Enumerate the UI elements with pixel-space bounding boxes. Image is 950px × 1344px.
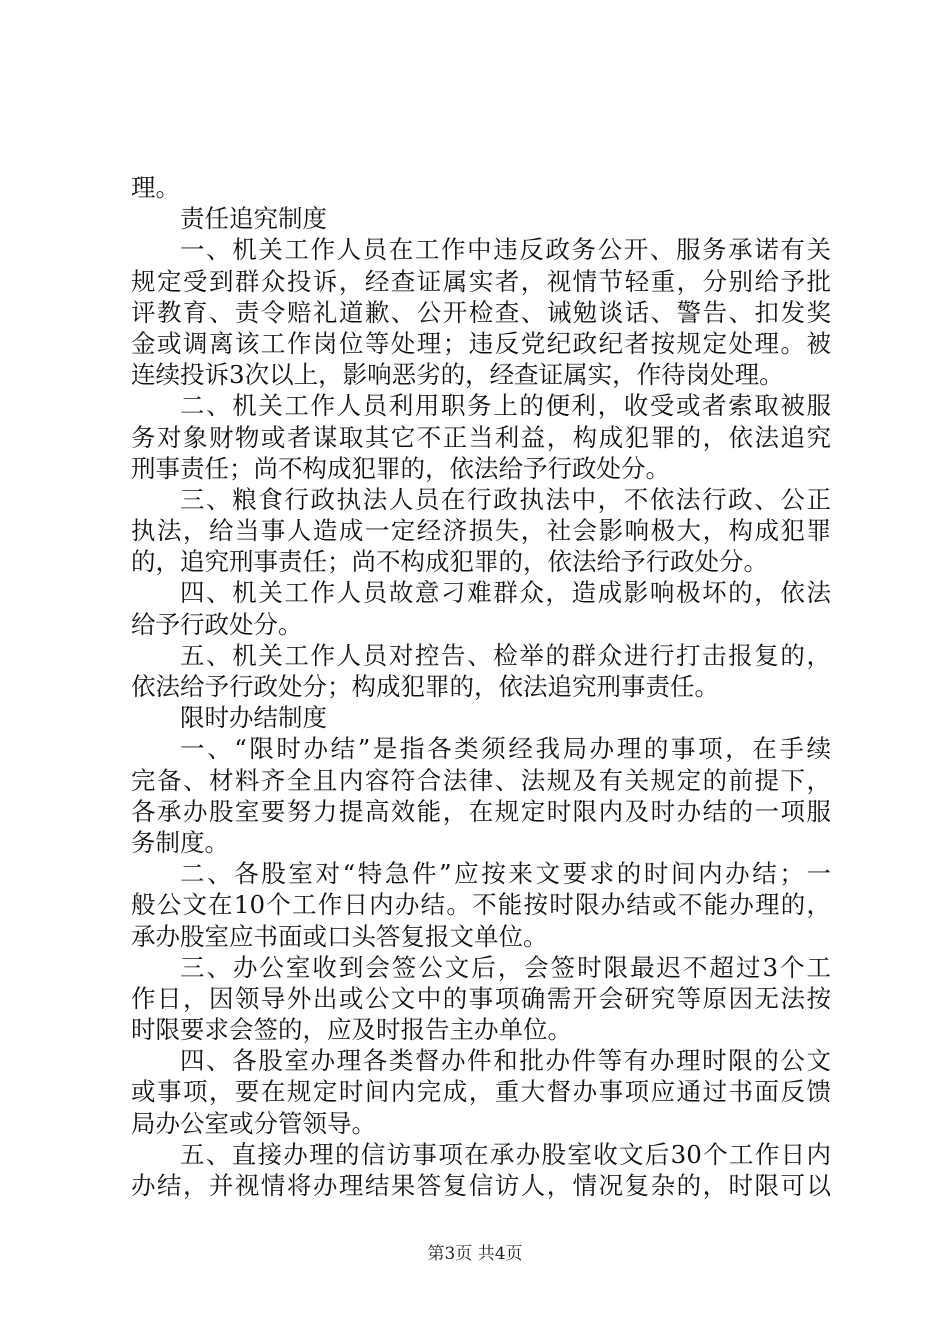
text-line: 依法给予行政处分；构成犯罪的，依法追究刑事责任。	[131, 672, 719, 701]
text-line: 三、办公室收到会签公文后，会签时限最迟不超过3个工	[180, 952, 831, 982]
text-line: 执法，给当事人造成一定经济损失，社会影响极大，构成犯罪	[131, 516, 831, 546]
text-line: 评教育、责令赔礼道歉、公开检查、诫勉谈话、警告、扣发奖	[131, 297, 831, 327]
text-line: 刑事责任；尚不构成犯罪的，依法给予行政处分。	[131, 453, 670, 483]
text-line: 般公文在10个工作日内办结。不能按时限办结或不能办理的，	[131, 890, 831, 920]
text-line: 二、各股室对“特急件”应按来文要求的时间内办结；一	[180, 859, 831, 889]
text-line: 或事项，要在规定时间内完成，重大督办事项应通过书面反馈	[131, 1077, 831, 1107]
text-line: 各承办股室要努力提高效能，在规定时限内及时办结的一项服	[131, 796, 831, 826]
text-line: 四、各股室办理各类督办件和批办件等有办理时限的公文	[180, 1046, 831, 1076]
text-line: 责任追究制度	[180, 204, 327, 234]
text-line: 四、机关工作人员故意刁难群众，造成影响极坏的，依法	[180, 578, 831, 608]
text-line: 一、机关工作人员在工作中违反政务公开、服务承诺有关	[180, 235, 831, 265]
text-line: 时限要求会签的，应及时报告主办单位。	[131, 1015, 572, 1045]
text-line: 三、粮食行政执法人员在行政执法中，不依法行政、公正	[180, 484, 831, 514]
page-number-footer: 第3页 共4页	[427, 1244, 523, 1264]
text-line: 金或调离该工作岗位等处理；违反党纪政纪者按规定处理。被	[131, 328, 831, 358]
text-line: 作日，因领导外出或公文中的事项确需开会研究等原因无法按	[131, 983, 831, 1013]
document-body	[131, 172, 831, 1201]
text-line: 局办公室或分管领导。	[131, 1108, 376, 1138]
text-line: 务对象财物或者谋取其它不正当利益，构成犯罪的，依法追究	[131, 422, 831, 452]
text-line: 给予行政处分。	[131, 609, 303, 639]
text-line: 务制度。	[131, 827, 229, 857]
text-line: 一、“限时办结”是指各类须经我局办理的事项，在手续	[180, 734, 831, 764]
text-line: 限时办结制度	[180, 703, 327, 733]
text-line: 规定受到群众投诉，经查证属实者，视情节轻重，分别给予批	[131, 266, 831, 296]
text-line: 二、机关工作人员利用职务上的便利，收受或者索取被服	[180, 391, 831, 421]
text-line: 五、机关工作人员对控告、检举的群众进行打击报复的，	[180, 640, 831, 670]
text-line: 的，追究刑事责任；尚不构成犯罪的，依法给予行政处分。	[131, 547, 768, 577]
text-line: 承办股室应书面或口头答复报文单位。	[131, 921, 548, 951]
text-line: 五、直接办理的信访事项在承办股室收文后30个工作日内	[180, 1139, 831, 1169]
text-line: 连续投诉3次以上，影响恶劣的，经查证属实，作待岗处理。	[131, 360, 784, 390]
text-line: 完备、材料齐全且内容符合法律、法规及有关规定的前提下，	[131, 765, 831, 795]
text-line: 理。	[131, 173, 180, 202]
text-line: 办结，并视情将办理结果答复信访人，情况复杂的，时限可以	[131, 1171, 831, 1200]
